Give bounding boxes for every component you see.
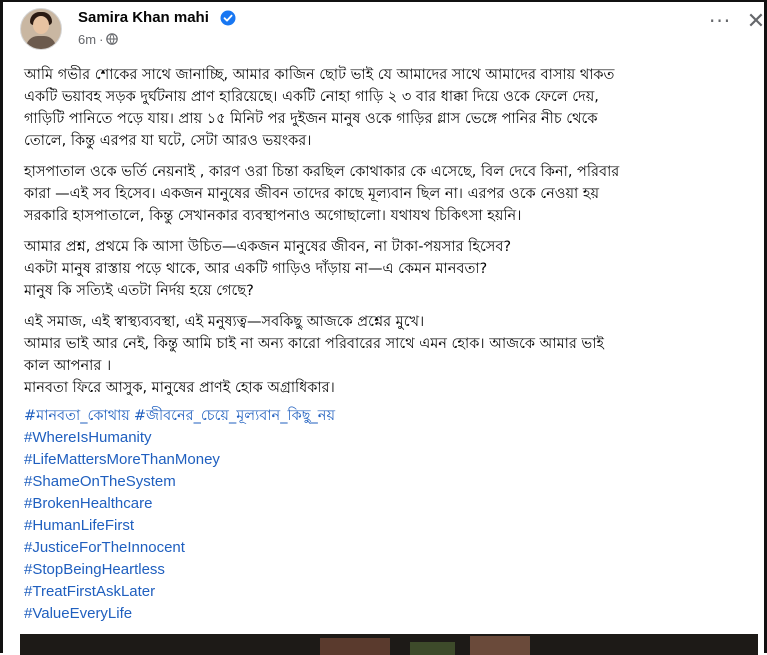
hashtag-link[interactable]: #HumanLifeFirst: [24, 517, 135, 534]
post-body: [24, 64, 754, 625]
hashtag-link[interactable]: #ShameOnTheSystem: [24, 473, 176, 490]
hashtag-list: [24, 405, 754, 625]
paragraph-2: [24, 161, 754, 227]
author-avatar[interactable]: [20, 8, 62, 50]
hashtag-link[interactable]: #মানবতা_কোথায়: [24, 408, 130, 424]
text-line: আমি গভীর শোকের সাথে জানাচ্ছি, আমার কাজিন ছোট ভাই যে আমাদের সাথে আমাদের বাসায় থাকত: [24, 67, 615, 83]
text-line: গাড়িটি পানিতে পড়ে যায়। প্রায় ১৫ মিনিট পর দুইজন মানুষ ওকে গাড়ির গ্লাস ভেঙ্গে পানির নীচ থেকে: [24, 111, 598, 127]
hashtag-link[interactable]: #জীবনের_চেয়ে_মূল্যবান_কিছু_নয়: [133, 408, 335, 424]
avatar-body: [26, 36, 56, 50]
hashtag-link[interactable]: #StopBeingHeartless: [24, 561, 165, 578]
text-line: কাল আপনার ।: [24, 358, 112, 374]
text-line: এই সমাজ, এই স্বাস্থ্যব্যবস্থা, এই মনুষ্যত্ব—সবকিছু আজকে প্রশ্নের মুখে।: [24, 314, 425, 330]
post-timestamp[interactable]: 6m: [78, 32, 97, 47]
verified-badge-icon: [220, 10, 236, 26]
photo-region: [320, 638, 390, 655]
text-line: হাসপাতাল ওকে ভর্তি নেয়নাই , কারণ ওরা চিন্তা করছিল কোথাকার কে এসেছে, বিল দেবে কিনা, পরিবার: [24, 164, 620, 180]
paragraph-1: [24, 64, 754, 152]
close-icon[interactable]: ✕: [746, 9, 766, 34]
post-meta: [78, 32, 118, 47]
hashtag-link[interactable]: #WhereIsHumanity: [24, 429, 152, 446]
post-photo[interactable]: [20, 634, 758, 655]
hashtag-link[interactable]: #TreatFirstAskLater: [24, 583, 156, 600]
hashtag-link[interactable]: #JusticeForTheInnocent: [24, 539, 185, 556]
text-line: আমার ভাই আর নেই, কিন্তু আমি চাই না অন্য কারো পরিবারের সাথে এমন হোক। আজকে আমার ভাই: [24, 336, 604, 352]
bengali-hashtag-line: [24, 405, 754, 427]
text-line: কারা —এই সব হিসেব। একজন মানুষের জীবন তাদের কাছে মূল্যবান ছিল না। এরপর ওকে নেওয়া হয়: [24, 186, 599, 202]
text-line: মানবতা ফিরে আসুক, মানুষের প্রাণই হোক অগ্রাধিকার।: [24, 380, 335, 396]
text-line: একটা মানুষ রাস্তায় পড়ে থাকে, আর একটি গাড়িও দাঁড়ায় না—এ কেমন মানবতা?: [24, 261, 488, 277]
text-line: সরকারি হাসপাতালে, কিন্তু সেখানকার ব্যবস্থাপনাও অগোছালো। যথাযথ চিকিৎসা হয়নি।: [24, 208, 522, 224]
text-line: আমার প্রশ্ন, প্রথমে কি আসা উচিত—একজন মানুষের জীবন, না টাকা-পয়সার হিসেব?: [24, 239, 512, 255]
text-line: মানুষ কি সত্যিই এতটা নির্দয় হয়ে গেছে?: [24, 283, 254, 299]
text-line: তোলে, কিন্তু এরপর যা ঘটে, সেটা আরও ভয়ংকর।: [24, 133, 312, 149]
hashtag-link[interactable]: #LifeMattersMoreThanMoney: [24, 451, 220, 468]
text-line: একটি ভয়াবহ সড়ক দুর্ঘটনায় প্রাণ হারিয়েছে। একটি নোহা গাড়ি ২ ৩ বার ধাক্কা দিয়ে ওকে ফেলে দেয়,: [24, 89, 599, 105]
paragraph-3: [24, 236, 754, 302]
post-header: [20, 8, 766, 52]
hashtag-link[interactable]: #BrokenHealthcare: [24, 495, 153, 512]
globe-icon[interactable]: [106, 33, 118, 45]
photo-region: [410, 642, 455, 655]
photo-region: [470, 636, 530, 655]
more-options-icon[interactable]: ···: [709, 9, 732, 33]
hashtag-link[interactable]: #ValueEveryLife: [24, 605, 133, 622]
meta-separator: ·: [99, 32, 104, 47]
avatar-face: [33, 16, 49, 34]
paragraph-4: [24, 311, 754, 399]
author-name[interactable]: Samira Khan mahi: [78, 9, 209, 26]
